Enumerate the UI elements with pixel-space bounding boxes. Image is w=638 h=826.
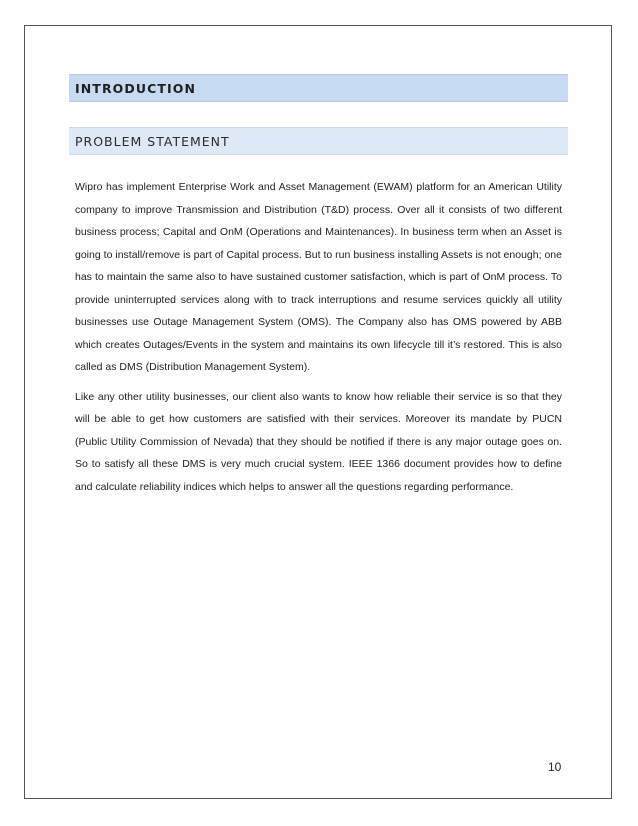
body-text [75, 176, 562, 505]
page-number: 10 [548, 760, 562, 774]
problem-statement-heading: PROBLEM STATEMENT [69, 127, 568, 155]
paragraph-1: Wipro has implement Enterprise Work and Asset Management (EWAM) platform for an American Utility company to improve Transmission and Distribution (T&D) process. Over all it consists of two different business process; Capital and OnM (Operations and Maintenances). In business term when an Asset is going to install/remove is part of Capital process. But to run business installing Assets is not enough; one has to maintain the same also to have sustained customer satisfaction, which is part of OnM process. To provide uninterrupted services along with to track interruptions and resume services quickly all utility businesses use Outage Management System (OMS). The Company also has OMS powered by ABB which creates Outages/Events in the system and maintains its own lifecycle till it’s restored. This is also called as DMS (Distribution Management System). [75, 181, 562, 373]
paragraph-2: Like any other utility businesses, our client also wants to know how reliable their service is so that they will be able to get how customers are satisfied with their services. Moreover its mandate by PUCN (Public Utility Commission of Nevada) that they should be notified if there is any major outage goes on. So to satisfy all these DMS is very much crucial system. IEEE 1366 document provides how to define and calculate reliability indices which helps to answer all the questions regarding performance. [75, 390, 562, 493]
introduction-heading: INTRODUCTION [69, 74, 568, 102]
